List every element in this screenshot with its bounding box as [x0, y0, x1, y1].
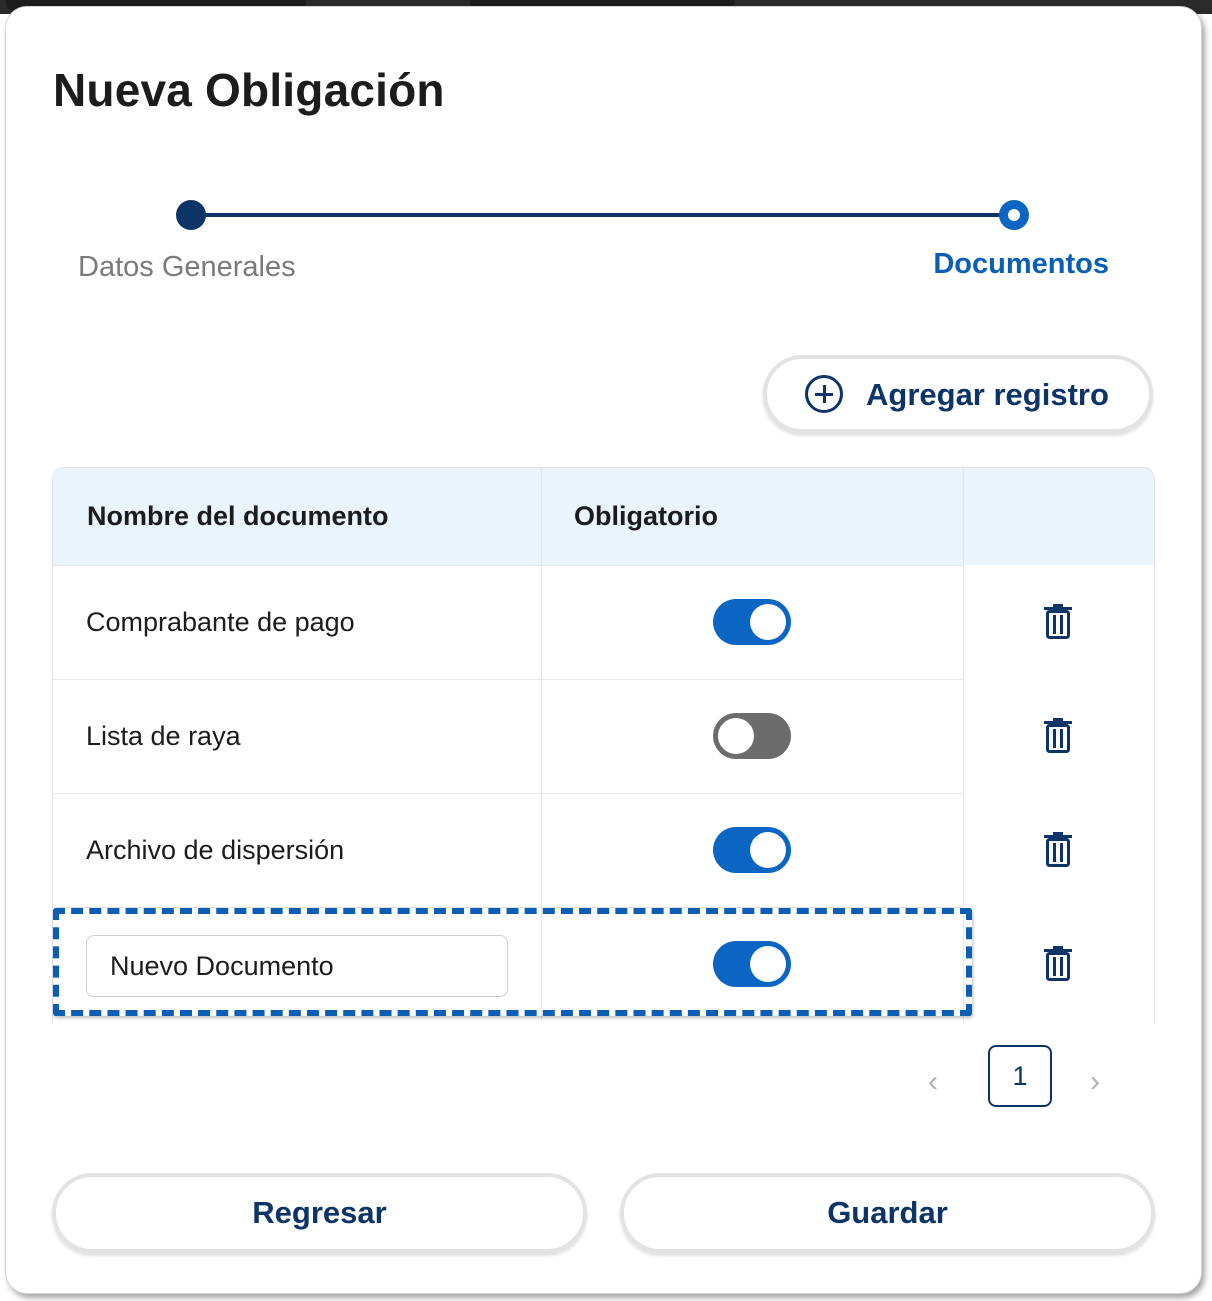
column-header-document-name: Nombre del documento [53, 468, 542, 565]
toggle-knob [750, 946, 786, 982]
add-record-button[interactable] [763, 355, 1153, 433]
required-cell [542, 908, 964, 1021]
table-row [53, 565, 964, 679]
toggle-knob [750, 832, 786, 868]
required-cell [542, 794, 964, 907]
required-toggle[interactable] [713, 941, 791, 987]
toggle-knob [750, 604, 786, 640]
required-toggle[interactable] [713, 713, 791, 759]
document-name-input[interactable] [86, 935, 508, 997]
table-row [53, 793, 964, 907]
save-button[interactable]: Guardar [620, 1173, 1155, 1253]
table-row-editing [53, 907, 964, 1021]
table-row [53, 679, 964, 793]
step-2-dot[interactable] [999, 200, 1029, 230]
stepper-line [192, 213, 1017, 217]
back-button[interactable]: Regresar [52, 1173, 587, 1253]
trash-icon[interactable] [1043, 832, 1073, 868]
pagination-next-button[interactable]: › [1090, 1065, 1100, 1098]
document-name-cell: Comprabante de pago [53, 566, 542, 679]
required-toggle[interactable] [713, 827, 791, 873]
documents-table [52, 467, 1155, 1023]
trash-icon[interactable] [1043, 604, 1073, 640]
pagination-prev-button[interactable]: ‹ [928, 1065, 938, 1098]
required-toggle[interactable] [713, 599, 791, 645]
toggle-knob [718, 718, 754, 754]
document-name-cell [53, 908, 542, 1021]
dialog-title: Nueva Obligación [53, 64, 445, 116]
required-cell [542, 566, 964, 679]
trash-icon[interactable] [1043, 718, 1073, 754]
new-obligation-dialog [5, 6, 1202, 1294]
column-header-required: Obligatorio [542, 468, 964, 565]
pagination-current-page[interactable]: 1 [988, 1045, 1052, 1107]
document-name-cell: Lista de raya [53, 680, 542, 793]
column-header-actions [964, 468, 1155, 565]
step-label-datos-generales[interactable]: Datos Generales [78, 251, 296, 283]
step-label-documentos[interactable]: Documentos [933, 248, 1109, 280]
document-name-cell: Archivo de dispersión [53, 794, 542, 907]
plus-circle-icon [805, 375, 843, 413]
step-1-dot[interactable] [176, 200, 206, 230]
table-header [53, 468, 1155, 565]
trash-icon[interactable] [1043, 946, 1073, 982]
required-cell [542, 680, 964, 793]
add-record-label: Agregar registro [866, 377, 1109, 412]
